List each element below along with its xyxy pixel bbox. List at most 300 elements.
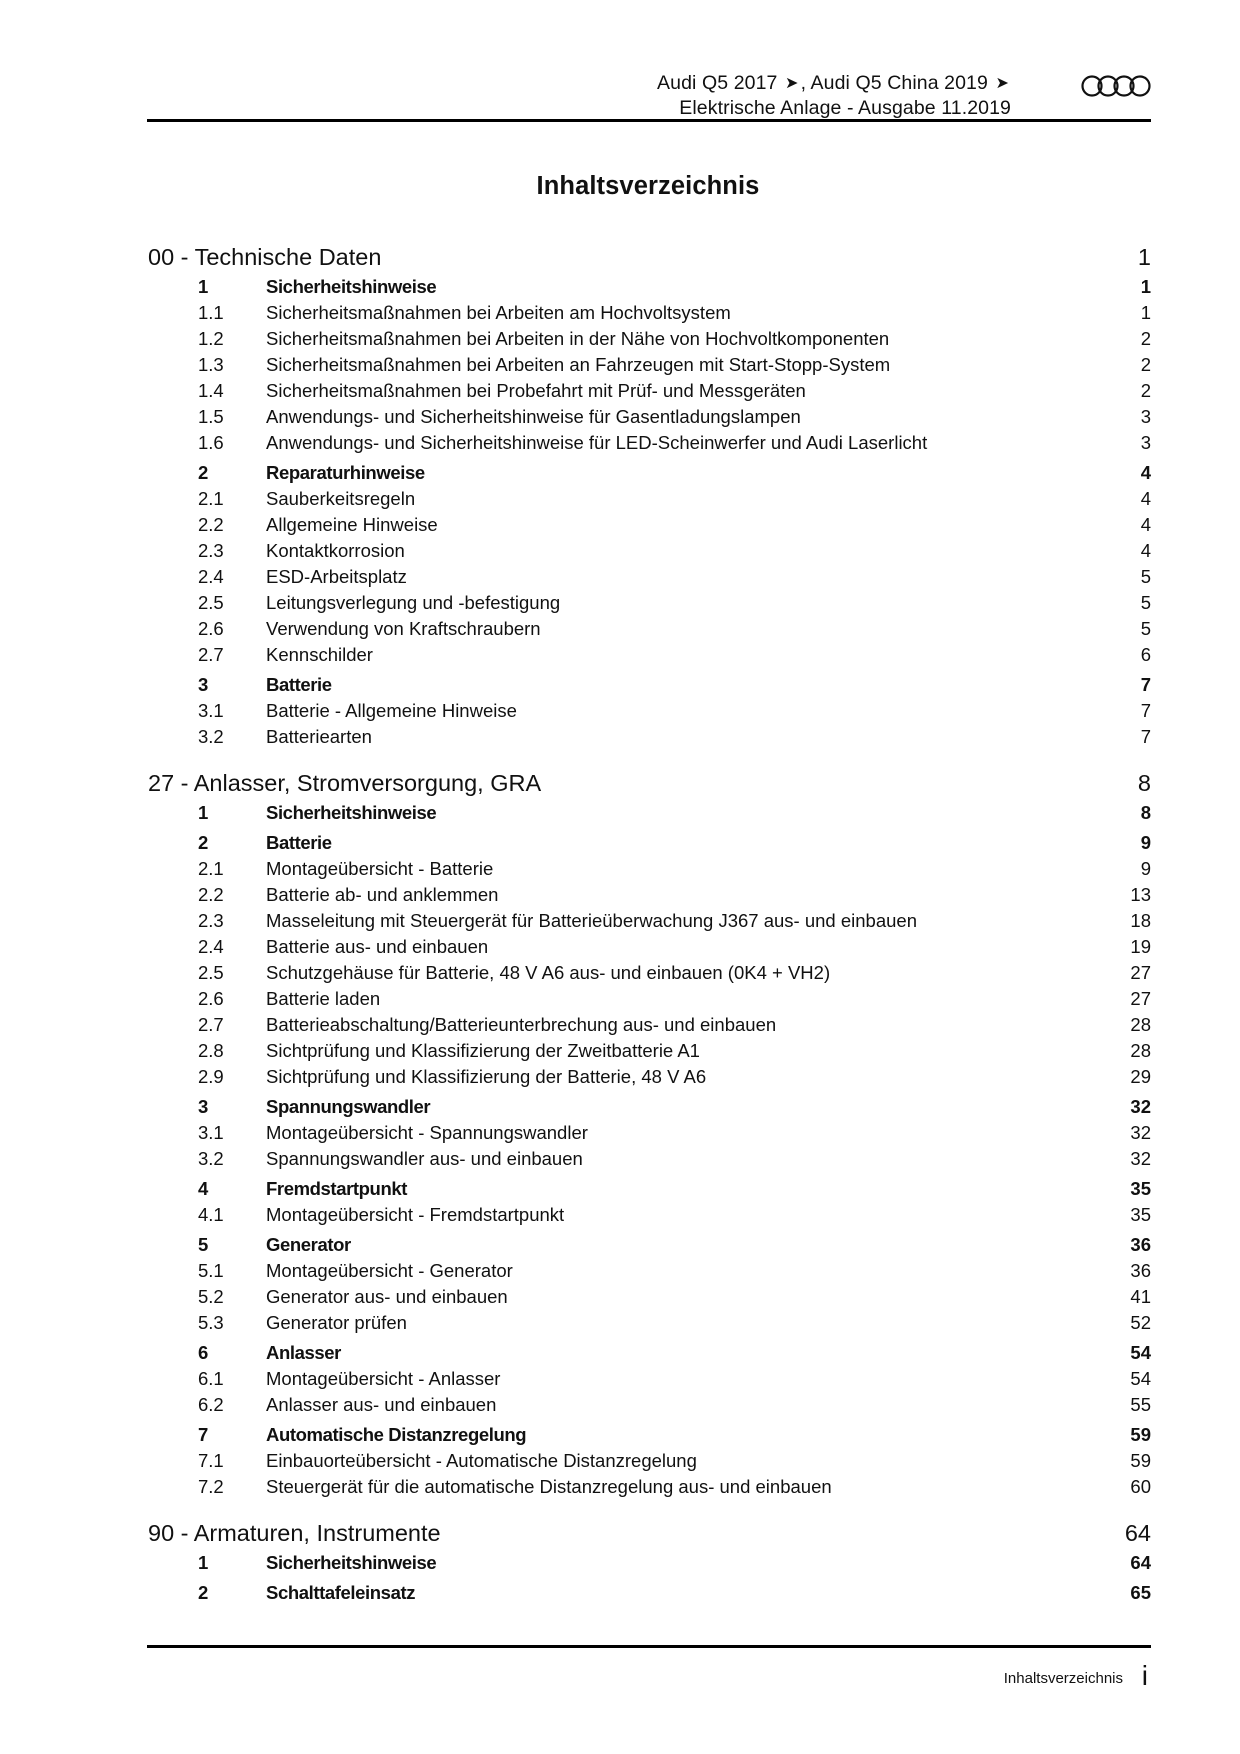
footer-rule: [147, 1645, 1151, 1648]
toc-entry-row[interactable]: [148, 326, 1151, 352]
toc-entry-page: 3: [1140, 406, 1151, 427]
dot-leader: [578, 1205, 1099, 1225]
toc-entry-title: Batteriearten: [266, 726, 372, 747]
dot-leader: [714, 1041, 1099, 1061]
dot-leader: [720, 1067, 1099, 1087]
toc-entry-row[interactable]: [148, 1120, 1151, 1146]
toc-entry-title: Sicherheitsmaßnahmen bei Probefahrt mit Prüf- und Messgeräten: [266, 380, 806, 401]
toc-entry-number: 2.2: [198, 884, 224, 905]
toc-entry-title-wrap: [266, 566, 1099, 588]
header-model-2: , Audi Q5 China 2019: [800, 72, 988, 94]
toc-entry-title: Automatische Distanzregelung: [266, 1424, 527, 1445]
toc-entry-row[interactable]: [148, 1064, 1151, 1090]
dot-leader: [355, 1343, 1099, 1363]
dot-leader: [904, 355, 1099, 375]
toc-entry-number: 2.5: [198, 962, 224, 983]
toc-entry-page: 28: [1130, 1040, 1151, 1061]
toc-entry-number: 6.2: [198, 1394, 224, 1415]
toc-entry-title-wrap: [266, 462, 1099, 484]
toc-entry-title-wrap: [266, 1394, 1099, 1416]
toc-entry-number: 1.6: [198, 432, 224, 453]
dot-leader: [941, 433, 1099, 453]
toc-entry-number: 2: [198, 832, 208, 853]
toc-entry-row[interactable]: [148, 486, 1151, 512]
toc-entry-title-wrap: [266, 618, 1099, 640]
toc-section-row[interactable]: [148, 274, 1151, 300]
toc-entry-title: Generator: [266, 1234, 351, 1255]
toc-entry-page: 13: [1130, 884, 1151, 905]
footer-label: Inhaltsverzeichnis: [1003, 1670, 1123, 1687]
dot-leader: [711, 1451, 1099, 1471]
toc-entry-number: 2.5: [198, 592, 224, 613]
dot-leader: [387, 645, 1099, 665]
toc-entry-title-wrap: [266, 432, 1099, 454]
toc-entry-number: 7.2: [198, 1476, 224, 1497]
dot-leader: [507, 859, 1099, 879]
toc-entry-number: 1: [198, 1552, 208, 1573]
toc-section-row[interactable]: [148, 1232, 1151, 1258]
toc-entry-page: 8: [1140, 802, 1151, 823]
toc-entry-page: 59: [1130, 1424, 1151, 1445]
toc-entry-title-wrap: [266, 1368, 1099, 1390]
dot-leader: [931, 911, 1099, 931]
toc-entry-page: 5: [1140, 566, 1151, 587]
toc-entry-row[interactable]: [148, 378, 1151, 404]
audi-rings-logo-icon: [1081, 74, 1151, 98]
toc-entry-title: Batterie - Allgemeine Hinweise: [266, 700, 517, 721]
toc-entry-title: Sicherheitshinweise: [266, 802, 437, 823]
toc-entry-title: Montageübersicht - Spannungswandler: [266, 1122, 588, 1143]
dot-leader: [394, 989, 1099, 1009]
toc-entry-number: 1: [198, 802, 208, 823]
toc-entry-number: 2.6: [198, 618, 224, 639]
toc-entry-title-wrap: [266, 540, 1099, 562]
toc-entry-number: 3.1: [198, 700, 224, 721]
toc-entry-page: 18: [1130, 910, 1151, 931]
toc-entry-number: 5.2: [198, 1286, 224, 1307]
toc-entry-page: 19: [1130, 936, 1151, 957]
dot-leader: [444, 1097, 1099, 1117]
toc-entry-row[interactable]: [148, 1038, 1151, 1064]
toc-entry-number: 1.3: [198, 354, 224, 375]
toc-entry-row[interactable]: [148, 882, 1151, 908]
toc-entry-row[interactable]: [148, 1392, 1151, 1418]
toc-entry-title-wrap: [266, 858, 1099, 880]
toc-entry-title: Leitungsverlegung und -befestigung: [266, 592, 561, 613]
toc-chapter-title-wrap: [148, 770, 1099, 797]
toc-entry-number: 2.3: [198, 910, 224, 931]
toc-entry-row[interactable]: [148, 300, 1151, 326]
dot-leader: [555, 771, 1099, 795]
toc-entry-number: 5: [198, 1234, 208, 1255]
dot-leader: [419, 541, 1099, 561]
toc-entry-number: 7.1: [198, 1450, 224, 1471]
toc-entry-title: Montageübersicht - Fremdstartpunkt: [266, 1204, 565, 1225]
toc-entry-title-wrap: [266, 1342, 1099, 1364]
dot-leader: [903, 329, 1099, 349]
toc-entry-number: 2.1: [198, 858, 224, 879]
toc-entry-title: Anlasser: [266, 1342, 341, 1363]
toc-chapter-page: 64: [1124, 1519, 1151, 1546]
toc-entry-title-wrap: [266, 488, 1099, 510]
toc-entry-title: Sicherheitsmaßnahmen bei Arbeiten an Fahrzeugen mit Start-Stopp-System: [266, 354, 891, 375]
toc-entry-number: 2.8: [198, 1040, 224, 1061]
toc-entry-page: 2: [1140, 354, 1151, 375]
toc-entry-page: 1: [1140, 276, 1151, 297]
toc-entry-title: Sichtprüfung und Klassifizierung der Batterie, 48 V A6: [266, 1066, 707, 1087]
toc-entry-title: Reparaturhinweise: [266, 462, 425, 483]
toc-entry-title: Sichtprüfung und Klassifizierung der Zweitbatterie A1: [266, 1040, 700, 1061]
toc-entry-row[interactable]: [148, 642, 1151, 668]
toc-section-row[interactable]: [148, 830, 1151, 856]
arrow-right-icon: ➤: [995, 75, 1009, 92]
toc-entry-number: 1.1: [198, 302, 224, 323]
toc-chapter-row[interactable]: [148, 766, 1151, 800]
toc-entry-number: 3.2: [198, 726, 224, 747]
toc-entry-row[interactable]: [148, 1284, 1151, 1310]
toc-entry-title: Steuergerät für die automatische Distanzregelung aus- und einbauen: [266, 1476, 832, 1497]
toc-entry-page: 4: [1140, 488, 1151, 509]
toc-entry-row[interactable]: [148, 512, 1151, 538]
toc-entry-title: Generator aus- und einbauen: [266, 1286, 508, 1307]
toc-entry-page: 9: [1140, 858, 1151, 879]
toc-section-row[interactable]: [148, 1422, 1151, 1448]
toc-entry-title-wrap: [266, 1552, 1099, 1574]
toc-entry-row[interactable]: [148, 430, 1151, 456]
toc-chapter-row[interactable]: [148, 240, 1151, 274]
toc-entry-title-wrap: [266, 832, 1099, 854]
page-header: [147, 70, 1151, 122]
toc-entry-row[interactable]: [148, 934, 1151, 960]
toc-entry-title-wrap: [266, 1286, 1099, 1308]
dot-leader: [429, 1583, 1099, 1603]
toc-entry-row[interactable]: [148, 538, 1151, 564]
dot-leader: [522, 1287, 1099, 1307]
dot-leader: [346, 833, 1099, 853]
toc-entry-title: Allgemeine Hinweise: [266, 514, 438, 535]
dot-leader: [429, 489, 1099, 509]
dot-leader: [421, 567, 1099, 587]
toc-entry-row[interactable]: [148, 590, 1151, 616]
toc-entry-title-wrap: [266, 1040, 1099, 1062]
header-vehicle-line: [657, 72, 1011, 95]
toc-entry-title: Montageübersicht - Generator: [266, 1260, 513, 1281]
toc-entry-title-wrap: [266, 276, 1099, 298]
toc-entry-row[interactable]: [148, 352, 1151, 378]
dot-leader: [502, 937, 1099, 957]
toc-section-row[interactable]: [148, 1176, 1151, 1202]
toc-entry-page: 41: [1130, 1286, 1151, 1307]
toc-entry-page: 65: [1130, 1582, 1151, 1603]
toc-entry-page: 60: [1130, 1476, 1151, 1497]
dot-leader: [597, 1149, 1099, 1169]
toc-entry-title: Batterie: [266, 674, 332, 695]
toc-entry-title-wrap: [266, 802, 1099, 824]
toc-entry-row[interactable]: [148, 1448, 1151, 1474]
toc-entry-number: 2.2: [198, 514, 224, 535]
toc-entry-page: 7: [1140, 700, 1151, 721]
toc-entry-number: 2.7: [198, 1014, 224, 1035]
toc-entry-page: 64: [1130, 1552, 1151, 1573]
toc-entry-title-wrap: [266, 380, 1099, 402]
toc-entry-page: 1: [1140, 302, 1151, 323]
toc-entry-title: Anlasser aus- und einbauen: [266, 1394, 497, 1415]
toc-entry-row[interactable]: [148, 1474, 1151, 1500]
toc-entry-number: 2.4: [198, 936, 224, 957]
toc-entry-page: 9: [1140, 832, 1151, 853]
toc-entry-row[interactable]: [148, 960, 1151, 986]
toc-entry-title: Anwendungs- und Sicherheitshinweise für Gasentladungslampen: [266, 406, 801, 427]
dot-leader: [745, 303, 1099, 323]
toc-entry-number: 2.4: [198, 566, 224, 587]
toc-entry-title-wrap: [266, 514, 1099, 536]
toc-entry-row[interactable]: [148, 404, 1151, 430]
toc-entry-page: 2: [1140, 380, 1151, 401]
dot-leader: [450, 1553, 1099, 1573]
toc-entry-page: 36: [1130, 1234, 1151, 1255]
dot-leader: [531, 701, 1099, 721]
toc-entry-row[interactable]: [148, 1012, 1151, 1038]
toc-entry-title: Batterie: [266, 832, 332, 853]
toc-section-row[interactable]: [148, 672, 1151, 698]
header-edition-line: Elektrische Anlage - Ausgabe 11.2019: [679, 97, 1011, 119]
toc-entry-page: 52: [1130, 1312, 1151, 1333]
footer-page-number: i: [1141, 1660, 1148, 1691]
toc-entry-title-wrap: [266, 302, 1099, 324]
toc-entry-row[interactable]: [148, 908, 1151, 934]
dot-leader: [512, 885, 1099, 905]
toc-entry-title-wrap: [266, 1066, 1099, 1088]
toc-entry-page: 4: [1140, 540, 1151, 561]
dot-leader: [514, 1369, 1099, 1389]
toc-entry-title-wrap: [266, 644, 1099, 666]
toc-entry-number: 2: [198, 1582, 208, 1603]
toc-entry-number: 2.3: [198, 540, 224, 561]
toc-entry-title: Batterie ab- und anklemmen: [266, 884, 499, 905]
toc-entry-row[interactable]: [148, 698, 1151, 724]
toc-entry-row[interactable]: [148, 1202, 1151, 1228]
toc-entry-title: Spannungswandler aus- und einbauen: [266, 1148, 583, 1169]
toc-entry-page: 35: [1130, 1178, 1151, 1199]
toc-entry-row[interactable]: [148, 856, 1151, 882]
toc-entry-page: 7: [1140, 726, 1151, 747]
toc-entry-number: 4: [198, 1178, 208, 1199]
toc-entry-number: 6: [198, 1342, 208, 1363]
toc-entry-page: 27: [1130, 988, 1151, 1009]
toc-entry-title-wrap: [266, 726, 1099, 748]
toc-chapter-title: 27 - Anlasser, Stromversorgung, GRA: [148, 769, 542, 796]
toc-entry-title: Fremdstartpunkt: [266, 1178, 407, 1199]
header-model-1: Audi Q5 2017: [657, 72, 778, 94]
dot-leader: [450, 277, 1099, 297]
toc-entry-title: Generator prüfen: [266, 1312, 407, 1333]
toc-entry-page: 35: [1130, 1204, 1151, 1225]
toc-entry-title-wrap: [266, 1122, 1099, 1144]
toc-entry-row[interactable]: [148, 616, 1151, 642]
toc-entry-row[interactable]: [148, 724, 1151, 750]
toc-entry-title-wrap: [266, 1178, 1099, 1200]
toc-entry-title-wrap: [266, 354, 1099, 376]
toc-entry-title-wrap: [266, 1014, 1099, 1036]
toc-entry-title-wrap: [266, 884, 1099, 906]
toc-entry-title-wrap: [266, 1148, 1099, 1170]
toc-entry-number: 3.1: [198, 1122, 224, 1143]
toc-entry-page: 4: [1140, 514, 1151, 535]
toc-entry-title-wrap: [266, 674, 1099, 696]
toc-entry-row[interactable]: [148, 986, 1151, 1012]
dot-leader: [540, 1425, 1099, 1445]
dot-leader: [421, 1179, 1099, 1199]
toc-entry-number: 1.4: [198, 380, 224, 401]
toc-entry-title-wrap: [266, 910, 1099, 932]
toc-entry-number: 3: [198, 1096, 208, 1117]
toc-entry-title: Sauberkeitsregeln: [266, 488, 416, 509]
toc-entry-title: ESD-Arbeitsplatz: [266, 566, 407, 587]
toc-entry-page: 6: [1140, 644, 1151, 665]
toc-entry-row[interactable]: [148, 1366, 1151, 1392]
toc-entry-page: 36: [1130, 1260, 1151, 1281]
toc-entry-title-wrap: [266, 1204, 1099, 1226]
toc-entry-title: Montageübersicht - Anlasser: [266, 1368, 501, 1389]
toc-entry-number: 2.6: [198, 988, 224, 1009]
toc-entry-title-wrap: [266, 700, 1099, 722]
dot-leader: [555, 619, 1099, 639]
toc-entry-title-wrap: [266, 1312, 1099, 1334]
toc-entry-number: 1.2: [198, 328, 224, 349]
toc-entry-title: Verwendung von Kraftschraubern: [266, 618, 541, 639]
dot-leader: [844, 963, 1099, 983]
dot-leader: [790, 1015, 1099, 1035]
toc-entry-title-wrap: [266, 936, 1099, 958]
toc-entry-title-wrap: [266, 328, 1099, 350]
toc-entry-title: Sicherheitshinweise: [266, 276, 437, 297]
toc-entry-title-wrap: [266, 1424, 1099, 1446]
toc-entry-title-wrap: [266, 962, 1099, 984]
toc-entry-number: 3.2: [198, 1148, 224, 1169]
toc-entry-page: 5: [1140, 618, 1151, 639]
toc-entry-title-wrap: [266, 592, 1099, 614]
toc-section-row[interactable]: [148, 1580, 1151, 1606]
toc-entry-number: 5.3: [198, 1312, 224, 1333]
dot-leader: [365, 1235, 1099, 1255]
toc-entry-title: Montageübersicht - Batterie: [266, 858, 494, 879]
toc-section-row[interactable]: [148, 460, 1151, 486]
dot-leader: [346, 675, 1099, 695]
toc-entry-title: Batterie laden: [266, 988, 381, 1009]
toc-entry-title: Batterieabschaltung/Batterieunterbrechung aus- und einbauen: [266, 1014, 777, 1035]
toc-chapter-title-wrap: [148, 1520, 1099, 1547]
dot-leader: [815, 407, 1099, 427]
toc-entry-row[interactable]: [148, 1258, 1151, 1284]
toc-entry-title-wrap: [266, 1260, 1099, 1282]
toc-entry-title-wrap: [266, 988, 1099, 1010]
toc-entry-row[interactable]: [148, 1310, 1151, 1336]
toc-entry-title: Sicherheitsmaßnahmen bei Arbeiten am Hochvoltsystem: [266, 302, 731, 323]
dot-leader: [452, 515, 1099, 535]
toc-entry-page: 54: [1130, 1368, 1151, 1389]
dot-leader: [395, 245, 1099, 269]
toc-entry-page: 7: [1140, 674, 1151, 695]
toc-entry-title: Masseleitung mit Steuergerät für Batterieüberwachung J367 aus- und einbauen: [266, 910, 917, 931]
dot-leader: [455, 1521, 1099, 1545]
dot-leader: [602, 1123, 1099, 1143]
toc-entry-title-wrap: [266, 1582, 1099, 1604]
toc-entry-row[interactable]: [148, 564, 1151, 590]
toc-entry-page: 27: [1130, 962, 1151, 983]
toc-entry-page: 59: [1130, 1450, 1151, 1471]
toc-entry-number: 2.7: [198, 644, 224, 665]
toc-entry-page: 5: [1140, 592, 1151, 613]
dot-leader: [846, 1477, 1099, 1497]
toc-entry-title-wrap: [266, 1234, 1099, 1256]
toc-chapter-title: 00 - Technische Daten: [148, 243, 382, 270]
table-of-contents: [148, 240, 1151, 1606]
toc-entry-title: Schalttafeleinsatz: [266, 1582, 416, 1603]
toc-entry-number: 1.5: [198, 406, 224, 427]
toc-entry-number: 6.1: [198, 1368, 224, 1389]
toc-entry-page: 29: [1130, 1066, 1151, 1087]
toc-section-row[interactable]: [148, 1340, 1151, 1366]
toc-entry-number: 2.9: [198, 1066, 224, 1087]
toc-entry-title: Sicherheitsmaßnahmen bei Arbeiten in der Nähe von Hochvoltkomponenten: [266, 328, 890, 349]
toc-entry-title: Schutzgehäuse für Batterie, 48 V A6 aus- und einbauen (0K4 + VH2): [266, 962, 831, 983]
page-title: Inhaltsverzeichnis: [536, 172, 760, 200]
toc-entry-number: 5.1: [198, 1260, 224, 1281]
toc-entry-page: 54: [1130, 1342, 1151, 1363]
toc-section-row[interactable]: [148, 1094, 1151, 1120]
dot-leader: [574, 593, 1099, 613]
toc-entry-row[interactable]: [148, 1146, 1151, 1172]
toc-entry-title-wrap: [266, 406, 1099, 428]
toc-entry-number: 4.1: [198, 1204, 224, 1225]
toc-chapter-page: 8: [1137, 769, 1151, 796]
toc-entry-page: 32: [1130, 1096, 1151, 1117]
toc-entry-page: 55: [1130, 1394, 1151, 1415]
toc-entry-title: Batterie aus- und einbauen: [266, 936, 489, 957]
dot-leader: [421, 1313, 1099, 1333]
toc-chapter-page: 1: [1137, 243, 1151, 270]
toc-entry-number: 2.1: [198, 488, 224, 509]
toc-entry-number: 7: [198, 1424, 208, 1445]
toc-section-row[interactable]: [148, 800, 1151, 826]
dot-leader: [439, 463, 1099, 483]
dot-leader: [386, 727, 1099, 747]
toc-entry-page: 32: [1130, 1148, 1151, 1169]
toc-entry-page: 32: [1130, 1122, 1151, 1143]
toc-entry-title: Einbauorteübersicht - Automatische Distanzregelung: [266, 1450, 697, 1471]
toc-entry-title: Spannungswandler: [266, 1096, 431, 1117]
header-rule: [147, 119, 1151, 122]
toc-chapter-title-wrap: [148, 244, 1099, 271]
toc-entry-number: 2: [198, 462, 208, 483]
dot-leader: [820, 381, 1099, 401]
toc-chapter-title: 90 - Armaturen, Instrumente: [148, 1519, 441, 1546]
toc-entry-title: Kennschilder: [266, 644, 373, 665]
toc-chapter-row[interactable]: [148, 1516, 1151, 1550]
toc-entry-page: 28: [1130, 1014, 1151, 1035]
toc-entry-number: 1: [198, 276, 208, 297]
dot-leader: [527, 1261, 1099, 1281]
toc-entry-title-wrap: [266, 1476, 1099, 1498]
toc-entry-page: 4: [1140, 462, 1151, 483]
toc-entry-title: Anwendungs- und Sicherheitshinweise für LED-Scheinwerfer und Audi Laserlicht: [266, 432, 928, 453]
toc-entry-title-wrap: [266, 1096, 1099, 1118]
toc-entry-page: 2: [1140, 328, 1151, 349]
toc-entry-number: 3: [198, 674, 208, 695]
arrow-right-icon: ➤: [785, 75, 799, 92]
toc-section-row[interactable]: [148, 1550, 1151, 1576]
dot-leader: [450, 803, 1099, 823]
